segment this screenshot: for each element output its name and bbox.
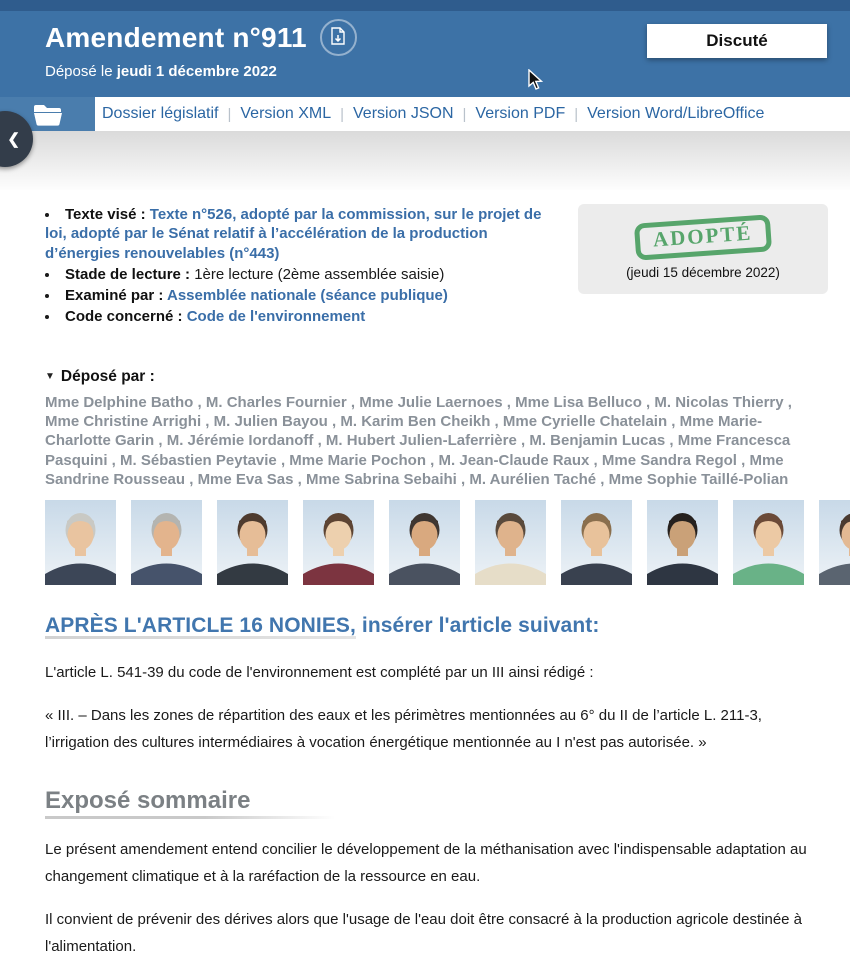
signatory-link[interactable]: M. Sébastien Peytavie [120,452,277,469]
nav-separator: | [227,106,231,123]
signatory-link[interactable]: Mme Sandrine Rousseau [45,452,784,488]
discute-button[interactable]: Discuté [647,24,827,58]
signatories-list: Mme Delphine Batho , M. Charles Fournier , Mme Julie Laernoes , Mme Lisa Belluco , M. Nicolas Thierry , Mme Christine Arrighi , M. Julien Bayou , M. Karim Ben Cheikh , Mme Cyrielle Chatelain , Mme Marie-Charlotte Garin , M. Jérémie Iordanoff , M. Hubert Julien-Laferrière , M. Benjamin Lucas , Mme Francesca Pasquini , M. Sébastien Peytavie , Mme Marie Pochon , M. Jean-Claude Raux , Mme Sandra Regol , Mme Sandrine Rousseau , Mme Eva Sas , Mme Sabrina Sebaihi , M. Aurélien Taché , Mme Sophie Taillé-Polian [45,393,827,489]
nav-separator: | [574,106,578,123]
meta-value: 1ère lecture (2ème assemblée saisie) [194,266,444,283]
meta-value-link[interactable]: Assemblée nationale (séance publique) [167,287,448,304]
nav-separator: | [463,106,467,123]
adopted-card [578,204,828,294]
signatory-link[interactable]: Mme Julie Laernoes [359,394,502,411]
signatory-link[interactable]: M. Charles Fournier [206,394,347,411]
document-toolbar [0,97,850,131]
meta-item [45,307,563,326]
deputy-photo[interactable] [45,500,116,585]
expose-paragraph: Le présent amendement entend concilier le développement de la méthanisation avec l'indispensable adaptation au changement climatique et à la raréfaction de la ressource en eau. [45,836,827,890]
signatory-link[interactable]: M. Benjamin Lucas [529,432,665,449]
expose-heading-rule [45,816,335,819]
chevron-left-icon: ❮ [7,130,20,148]
signatory-link[interactable]: Mme Marie Pochon [289,452,426,469]
header-top-strip [0,0,850,11]
signatory-link[interactable]: Mme Sabrina Sebaihi [306,471,457,488]
signatory-link[interactable]: M. Jérémie Iordanoff [167,432,314,449]
meta-label: Examiné par : [65,287,167,304]
deposit-date [45,63,850,80]
pdf-download-icon [329,27,347,48]
meta-label: Texte visé : [65,206,150,223]
article-heading [45,614,827,638]
signatory-link[interactable]: Mme Delphine Batho [45,394,193,411]
sponsors-section [45,368,827,585]
signatory-link[interactable]: Mme Francesca Pasquini [45,432,790,468]
signatory-link[interactable]: Mme Marie-Charlotte Garin [45,413,762,449]
deputy-photo[interactable] [389,500,460,585]
signatory-link[interactable]: Mme Christine Arrighi [45,413,201,430]
deputy-photo[interactable] [475,500,546,585]
amendment-title: Amendement n°911 [45,22,307,54]
nav-link-version-pdf[interactable]: Version PDF [475,105,565,123]
deputy-photo[interactable] [561,500,632,585]
deputy-photo[interactable] [819,500,850,585]
expose-heading: Exposé sommaire [45,787,827,815]
nav-separator: | [340,106,344,123]
nav-links [95,97,764,131]
nav-link-version-json[interactable]: Version JSON [353,105,453,123]
deputy-photo[interactable] [303,500,374,585]
deputy-photo[interactable] [217,500,288,585]
main-content [0,205,850,960]
nav-link-version-xml[interactable]: Version XML [240,105,331,123]
expose-paragraph: Il convient de prévenir des dérives alors que l'usage de l'eau doit être consacré à la production agricole destinée à l'alimentation. [45,906,827,960]
depose-par-label: Déposé par : [61,368,155,386]
signatory-link[interactable]: M. Jean-Claude Raux [439,452,590,469]
signatory-link[interactable]: M. Nicolas Thierry [654,394,783,411]
deputy-photo[interactable] [733,500,804,585]
deposit-date-value: jeudi 1 décembre 2022 [117,63,277,80]
folder-icon [33,103,63,126]
page-header [0,0,850,97]
deputy-photos [45,500,827,585]
signatory-link[interactable]: Mme Sophie Taillé-Polian [609,471,789,488]
nav-link-version-word-libreoffice[interactable]: Version Word/LibreOffice [587,105,764,123]
meta-value-link[interactable]: Texte n°526, adopté par la commission, sur le projet de loi, adopté par le Sénat relatif à l’accélération de la production d’énergies renouvelables (n°443) [45,206,541,262]
signatory-link[interactable]: M. Julien Bayou [214,413,328,430]
deputy-photo[interactable] [131,500,202,585]
article-heading-underlined: APRÈS L'ARTICLE 16 NONIES, [45,614,356,639]
amendment-info-row [45,205,827,329]
signatory-link[interactable]: M. Karim Ben Cheikh [340,413,490,430]
meta-item [45,265,563,284]
article-heading-rest: insérer l'article suivant: [356,614,599,637]
dispositif-paragraph: L'article L. 541-39 du code de l'environnement est complété par un III ainsi rédigé : [45,659,827,686]
header-shadow-band [0,131,850,190]
depose-par-toggle[interactable] [45,368,155,386]
meta-list [45,205,563,329]
signatory-link[interactable]: M. Hubert Julien-Laferrière [326,432,517,449]
adopted-date: (jeudi 15 décembre 2022) [626,265,780,280]
deputy-photo[interactable] [647,500,718,585]
adopted-stamp: ADOPTÉ [634,214,772,260]
meta-item [45,286,563,305]
deposit-date-prefix: Déposé le [45,63,117,80]
meta-label: Stade de lecture : [65,266,194,283]
meta-item [45,205,563,263]
signatory-link[interactable]: Mme Cyrielle Chatelain [503,413,667,430]
signatory-link[interactable]: M. Aurélien Taché [469,471,596,488]
signatory-link[interactable]: Mme Sandra Regol [602,452,737,469]
meta-label: Code concerné : [65,308,187,325]
signatory-link[interactable]: Mme Lisa Belluco [515,394,642,411]
meta-value-link[interactable]: Code de l'environnement [187,308,366,325]
signatory-link[interactable]: Mme Eva Sas [198,471,294,488]
nav-link-dossier-legislatif[interactable]: Dossier législatif [102,105,218,123]
caret-down-icon: ▼ [45,371,55,382]
dispositif-section [45,614,827,756]
dispositif-paragraph: « III. – Dans les zones de répartition des eaux et les périmètres mentionnées au 6° du II de l’article L. 211-3, l’irrigation des cultures intermédiaires à vocation énergétique mentionnée au I n'est pas autorisée. » [45,702,827,756]
pdf-download-button[interactable] [320,19,357,56]
expose-section [45,787,827,960]
